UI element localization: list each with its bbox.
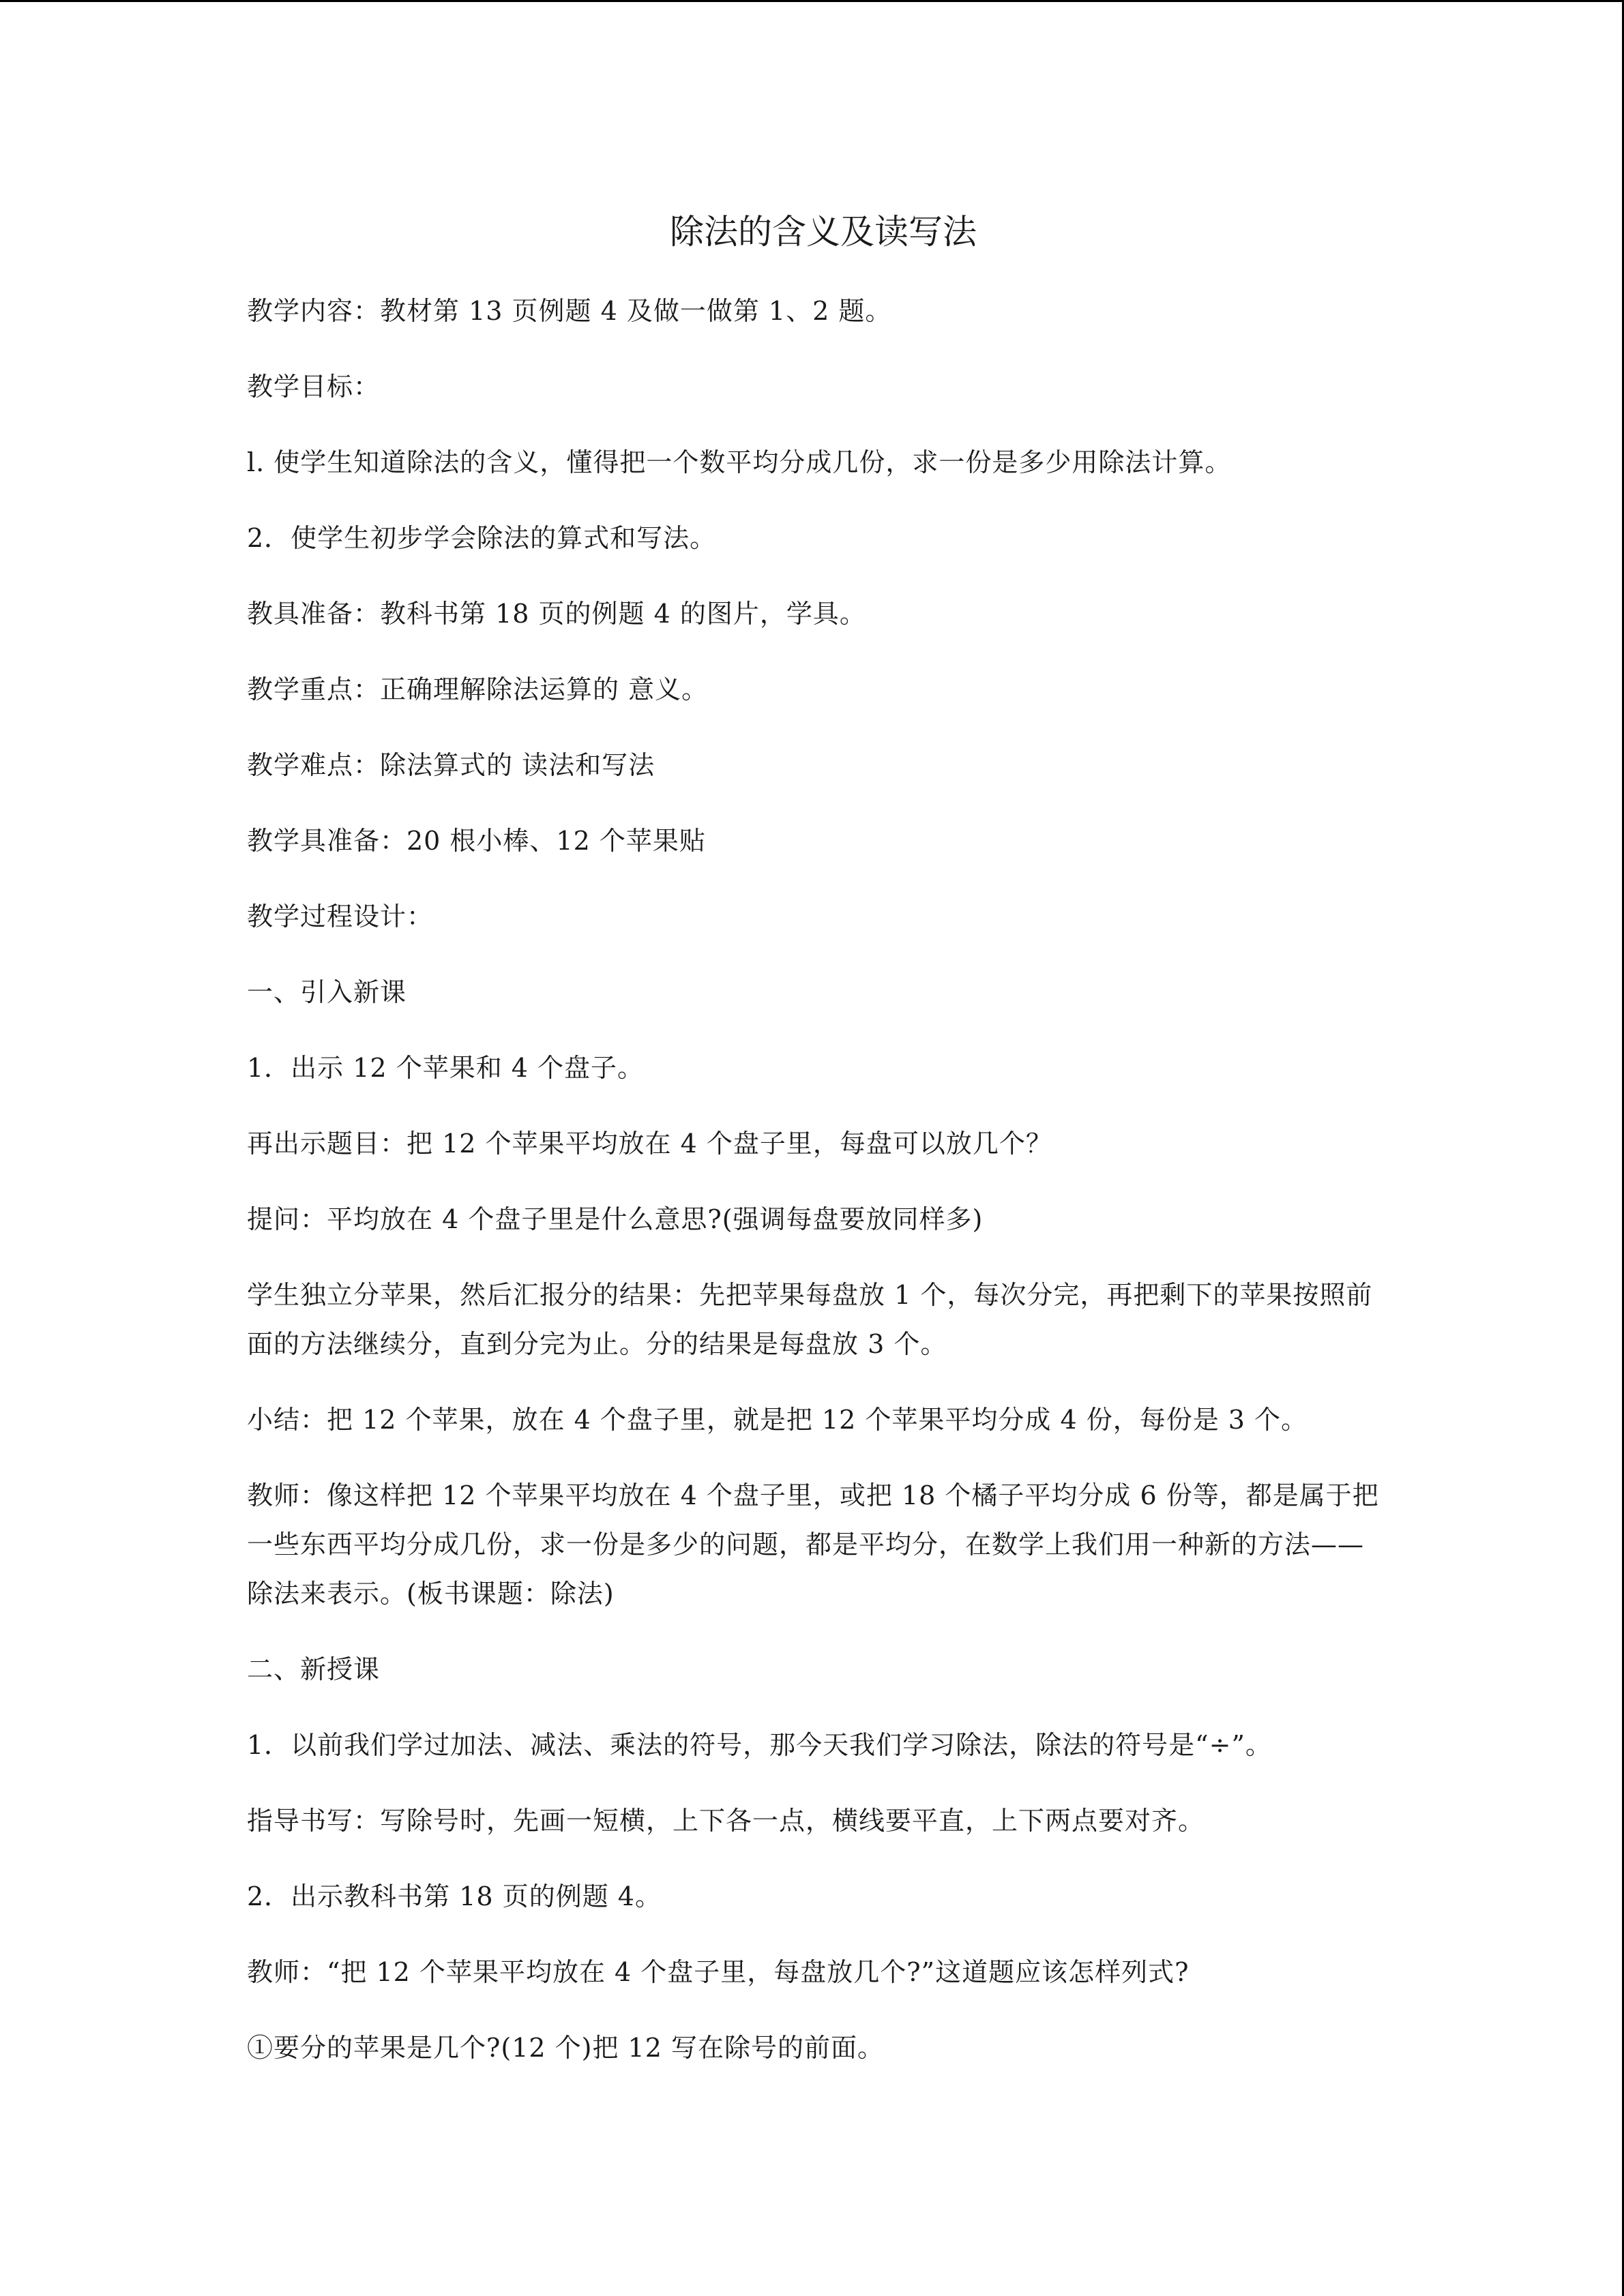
paragraph-ask: 提问：平均放在 4 个盘子里是什么意思?(强调每盘要放同样多) <box>247 1204 984 1234</box>
paragraph-circle-1: ①要分的苹果是几个?(12 个)把 12 写在除号的前面。 <box>247 2033 884 2063</box>
paragraph-student-work: 学生独立分苹果，然后汇报分的结果：先把苹果每盘放 1 个，每次分完，再把剩下的苹果按照前面的方法继续分，直到分完为止。分的结果是每盘放 3 个。 <box>247 1280 1373 1359</box>
document-title: 除法的含义及读写法 <box>670 212 977 252</box>
paragraph-example-4: 2．出示教科书第 18 页的例题 4。 <box>247 1881 662 1911</box>
paragraph-difficulty: 教学难点：除法算式的 读法和写法 <box>247 750 655 780</box>
section-heading-new-lesson: 二、新授课 <box>247 1654 381 1684</box>
paragraph-teaching-aids: 教具准备：教科书第 18 页的例题 4 的图片，学具。 <box>247 599 866 629</box>
section-heading-intro: 一、引入新课 <box>247 977 407 1007</box>
paragraph-question: 再出示题目：把 12 个苹果平均放在 4 个盘子里，每盘可以放几个？ <box>247 1129 1052 1159</box>
paragraph-teaching-goals: 教学目标： <box>247 372 381 402</box>
paragraph-teacher-explain: 教师：像这样把 12 个苹果平均放在 4 个盘子里，或把 18 个橘子平均分成 6 份等，都是属于把一些东西平均分成几份，求一份是多少的问题，都是平均分，在数学上我们用一种新的方法——除法来表示。(板书课题：除法) <box>247 1480 1379 1609</box>
paragraph-goal-1: l. 使学生知道除法的含义，懂得把一个数平均分成几份，求一份是多少用除法计算。 <box>247 447 1232 477</box>
paragraph-summary: 小结：把 12 个苹果，放在 4 个盘子里，就是把 12 个苹果平均分成 4 份，每份是 3 个。 <box>247 1405 1308 1435</box>
paragraph-process-design: 教学过程设计： <box>247 901 434 931</box>
paragraph-step-1: 1．出示 12 个苹果和 4 个盘子。 <box>247 1053 645 1083</box>
paragraph-division-symbol: 1．以前我们学过加法、减法、乘法的符号，那今天我们学习除法，除法的符号是“÷”。 <box>247 1730 1272 1760</box>
paragraph-teaching-content: 教学内容：教材第 13 页例题 4 及做一做第 1、2 题。 <box>247 296 892 326</box>
paragraph-materials: 教学具准备：20 根小棒、12 个苹果贴 <box>247 826 706 856</box>
paragraph-goal-2: 2．使学生初步学会除法的算式和写法。 <box>247 523 717 553</box>
paragraph-writing-guide: 指导书写：写除号时，先画一短横，上下各一点，横线要平直，上下两点要对齐。 <box>247 1806 1205 1836</box>
document-page <box>247 205 1379 2099</box>
paragraph-teacher-question: 教师：“把 12 个苹果平均放在 4 个盘子里，每盘放几个?”这道题应该怎样列式? <box>247 1957 1190 1987</box>
paragraph-key-point: 教学重点：正确理解除法运算的 意义。 <box>247 674 709 704</box>
top-border-line <box>0 0 1624 2</box>
